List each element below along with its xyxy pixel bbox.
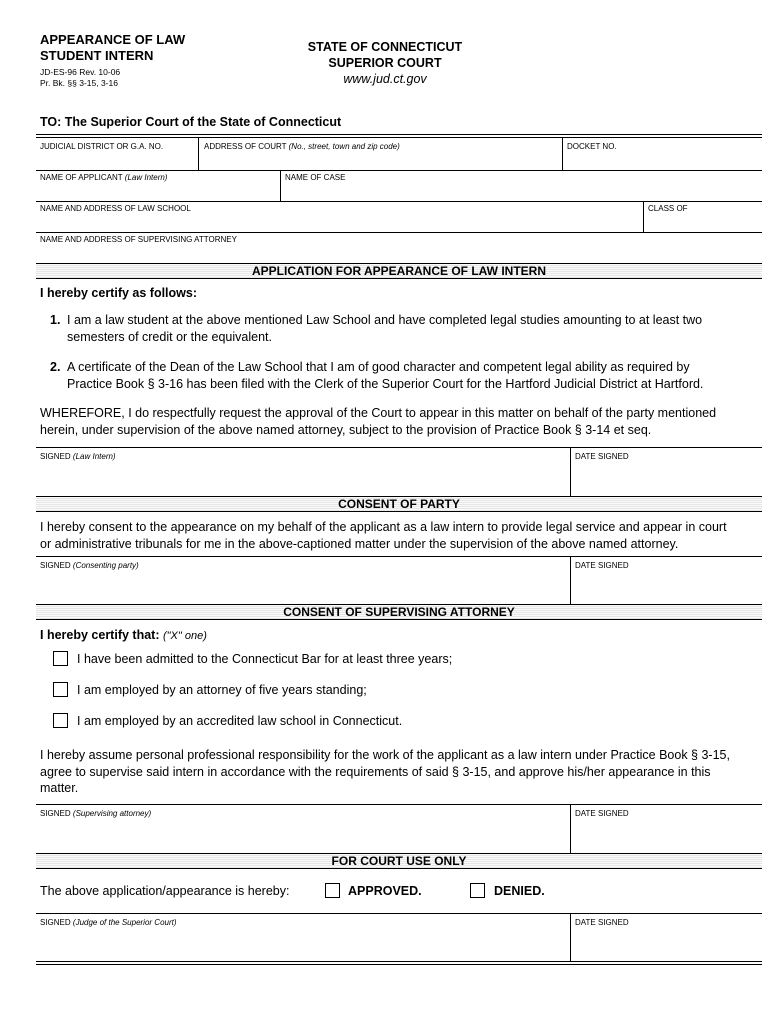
- intern-signature-label: [40, 452, 116, 461]
- law-school-employment-label: I am employed by an accredited law school in Connecticut.: [77, 714, 403, 728]
- attorney-signature-field[interactable]: [36, 819, 566, 851]
- intern-signature-field[interactable]: [36, 462, 566, 494]
- class-of-label: CLASS OF: [648, 204, 688, 213]
- attorney-certify-hint: ("X" one): [162, 630, 207, 642]
- divider: [36, 134, 762, 135]
- law-school-employment-checkbox[interactable]: [53, 713, 68, 728]
- applicant-name-hint: (Law Intern): [124, 173, 168, 182]
- attorney-employment-checkbox[interactable]: [53, 682, 68, 697]
- party-date-field[interactable]: [572, 571, 760, 602]
- divider: [280, 170, 281, 201]
- judicial-district-label: JUDICIAL DISTRICT OR G.A. NO.: [40, 142, 164, 151]
- item1-line1: I am a law student at the above mentioned Law School and have completed legal studies amounting to at least two: [67, 313, 703, 327]
- attorney-date-signed-label: DATE SIGNED: [575, 809, 629, 818]
- divider: [36, 964, 762, 965]
- approved-checkbox[interactable]: [325, 883, 340, 898]
- attorney-certify-text: I hereby certify that:: [40, 628, 160, 642]
- judge-date-signed-label: DATE SIGNED: [575, 918, 629, 927]
- item1-line2: semesters of credit or the equivalent.: [67, 329, 272, 344]
- divider: [562, 137, 563, 170]
- divider: [36, 170, 762, 171]
- responsibility-line1: I hereby assume personal professional responsibility for the work of the applicant as a law intern under Practice Book § 3-15,: [40, 748, 730, 762]
- consent-party-section-header: CONSENT OF PARTY: [36, 496, 762, 512]
- website: www.jud.ct.gov: [343, 72, 427, 86]
- form-title: [40, 32, 185, 64]
- court-use-section-header: FOR COURT USE ONLY: [36, 853, 762, 869]
- divider: [36, 804, 762, 805]
- party-signature-field[interactable]: [36, 571, 566, 602]
- state-name: STATE OF CONNECTICUT: [307, 40, 463, 54]
- attorney-responsibility-text: [40, 747, 730, 797]
- wherefore-line2: herein, under supervision of the above named attorney, subject to the provision of Practice Book § 3-14 et seq.: [40, 422, 652, 437]
- attorney-certify-heading: [40, 627, 207, 645]
- practice-book-ref: Pr. Bk. §§ 3-15, 3-16: [40, 78, 118, 88]
- address-of-court-text: ADDRESS OF COURT: [204, 142, 287, 151]
- intern-date-field[interactable]: [572, 462, 760, 494]
- address-of-court-label: [204, 142, 400, 151]
- divider: [36, 913, 762, 914]
- attorney-date-field[interactable]: [572, 819, 760, 851]
- denied-checkbox[interactable]: [470, 883, 485, 898]
- wherefore-text: [40, 405, 716, 438]
- form-code: JD-ES-96 Rev. 10-06: [40, 67, 121, 77]
- denied-label: DENIED.: [494, 884, 545, 898]
- divider: [36, 447, 762, 448]
- divider: [198, 137, 199, 170]
- wherefore-line1: WHEREFORE, I do respectfully request the approval of the Court to appear in this matter on behalf of the party mentioned: [40, 406, 717, 420]
- divider: [643, 201, 644, 232]
- divider: [570, 556, 571, 604]
- case-name-label: NAME OF CASE: [285, 173, 346, 182]
- item2-line2: Practice Book § 3-16 has been filed with the Clerk of the Superior Court for the Hartford Judicial District at Hartford.: [67, 376, 704, 391]
- address-of-court-hint: (No., street, town and zip code): [288, 142, 400, 151]
- signed-hint: (Judge of the Superior Court): [72, 918, 177, 927]
- docket-no-label: DOCKET NO.: [567, 142, 617, 151]
- divider: [570, 804, 571, 853]
- signed-text: SIGNED: [40, 561, 71, 570]
- item-number: 1.: [50, 313, 61, 327]
- supervising-attorney-label: NAME AND ADDRESS OF SUPERVISING ATTORNEY: [40, 235, 237, 244]
- responsibility-line2: agree to supervise said intern in accordance with the requirements of said § 3-15, and approve his/her appearance in this: [40, 764, 711, 779]
- responsibility-line3: matter.: [40, 781, 79, 795]
- judge-signature-field[interactable]: [36, 928, 566, 959]
- party-signature-label: [40, 561, 139, 570]
- certify-heading: I hereby certify as follows:: [40, 286, 197, 300]
- law-school-label: NAME AND ADDRESS OF LAW SCHOOL: [40, 204, 191, 213]
- divider: [570, 913, 571, 961]
- signed-text: SIGNED: [40, 452, 71, 461]
- consent-party-line2: or administrative tribunals for me in the above-captioned matter under the supervision of the above named attorney.: [40, 536, 679, 551]
- consent-attorney-section-header: CONSENT OF SUPERVISING ATTORNEY: [36, 604, 762, 620]
- addressee-line: TO: The Superior Court of the State of Connecticut: [40, 115, 342, 129]
- court-decision-statement: The above application/appearance is hereby:: [40, 884, 290, 898]
- item1-text: [67, 312, 702, 345]
- divider: [570, 447, 571, 496]
- intern-date-signed-label: DATE SIGNED: [575, 452, 629, 461]
- consent-party-text: [40, 519, 727, 552]
- judge-signature-label: [40, 918, 177, 927]
- applicant-name-label: [40, 173, 167, 182]
- form-title-line2: STUDENT INTERN: [40, 48, 154, 63]
- divider: [36, 961, 762, 962]
- divider: [36, 556, 762, 557]
- consent-party-line1: I hereby consent to the appearance on my behalf of the applicant as a law intern to provide legal service and appear in court: [40, 520, 727, 534]
- divider: [36, 201, 762, 202]
- attorney-signature-label: [40, 809, 151, 818]
- signed-hint: (Consenting party): [72, 561, 139, 570]
- divider: [36, 137, 762, 138]
- signed-hint: (Law Intern): [72, 452, 116, 461]
- approved-label: APPROVED.: [348, 884, 422, 898]
- item2-text: [67, 359, 703, 392]
- bar-admission-checkbox[interactable]: [53, 651, 68, 666]
- signed-text: SIGNED: [40, 809, 71, 818]
- bar-admission-label: I have been admitted to the Connecticut Bar for at least three years;: [77, 652, 453, 666]
- application-section-header: APPLICATION FOR APPEARANCE OF LAW INTERN: [36, 263, 762, 279]
- signed-hint: (Supervising attorney): [72, 809, 152, 818]
- court-name: SUPERIOR COURT: [328, 56, 442, 70]
- attorney-employment-label: I am employed by an attorney of five years standing;: [77, 683, 367, 697]
- party-date-signed-label: DATE SIGNED: [575, 561, 629, 570]
- item2-line1: A certificate of the Dean of the Law School that I am of good character and competent legal ability as required by: [67, 360, 690, 374]
- item-number: 2.: [50, 360, 61, 374]
- divider: [36, 232, 762, 233]
- signed-text: SIGNED: [40, 918, 71, 927]
- form-title-line1: APPEARANCE OF LAW: [40, 32, 186, 47]
- judge-date-field[interactable]: [572, 928, 760, 959]
- applicant-name-text: NAME OF APPLICANT: [40, 173, 123, 182]
